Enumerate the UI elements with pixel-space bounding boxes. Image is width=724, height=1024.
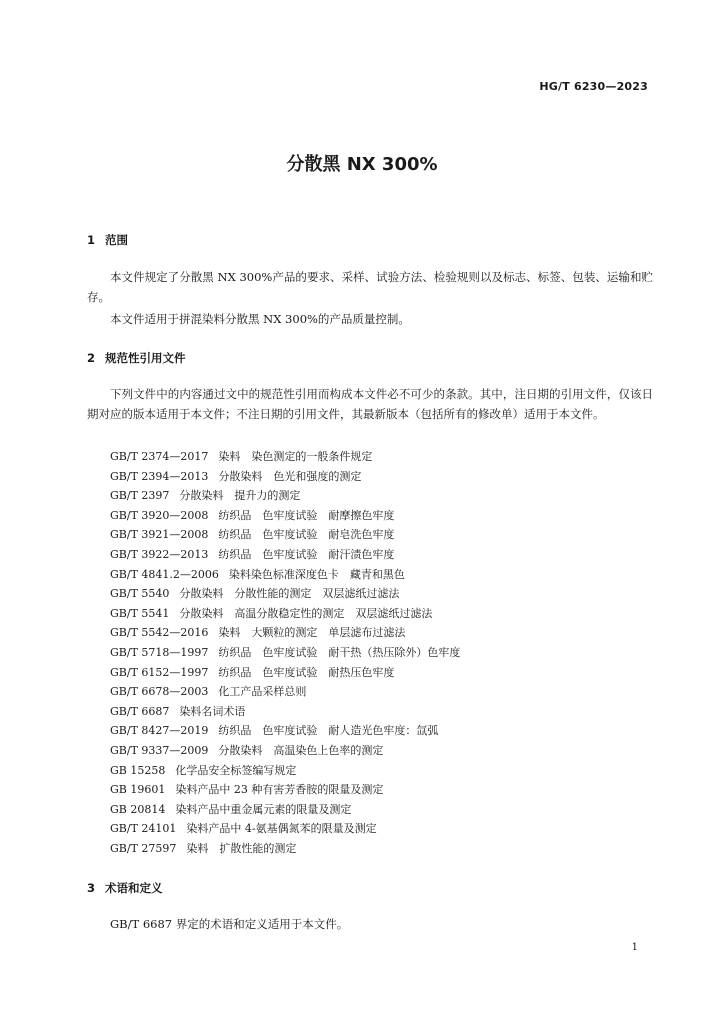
reference-item: [110, 565, 460, 585]
reference-title: 染料 大颗粒的测定 单层滤布过滤法: [218, 626, 406, 640]
reference-code: GB/T 5541: [110, 606, 170, 620]
section-1-heading: [87, 232, 128, 248]
terms-paragraph: GB/T 6687 界定的术语和定义适用于本文件。: [110, 917, 349, 931]
reference-item: [110, 545, 460, 565]
reference-code: GB 19601: [110, 783, 166, 797]
reference-code: GB 20814: [110, 802, 166, 816]
reference-title: 染料产品中 4-氨基偶氮苯的限量及测定: [186, 822, 377, 836]
reference-title: 染料名词术语: [179, 704, 246, 718]
reference-title: 纺织品 色牢度试验 耐人造光色牢度：氙弧: [218, 724, 439, 738]
section-title: 规范性引用文件: [105, 351, 186, 365]
page-number: 1: [631, 942, 638, 953]
document-title: 分散黑 NX 300%: [286, 154, 438, 175]
reference-title: 染料 扩散性能的测定: [186, 841, 297, 855]
reference-title: 分散染料 高温分散稳定性的测定 双层滤纸过滤法: [179, 606, 433, 620]
reference-title: 分散染料 色光和强度的测定: [218, 469, 362, 483]
reference-code: GB/T 3920—2008: [110, 508, 209, 522]
reference-item: [110, 702, 460, 722]
reference-item: [110, 839, 460, 859]
reference-item: [110, 467, 460, 487]
reference-item: [110, 584, 460, 604]
reference-item: [110, 623, 460, 643]
reference-code: GB/T 9337—2009: [110, 743, 209, 757]
reference-code: GB/T 3921—2008: [110, 528, 209, 542]
reference-item: [110, 682, 460, 702]
section-2-heading: [87, 350, 186, 366]
reference-code: GB/T 6687: [110, 704, 170, 718]
reference-title: 分散染料 分散性能的测定 双层滤纸过滤法: [179, 587, 400, 601]
section-title: 术语和定义: [105, 881, 163, 895]
reference-code: GB/T 27597: [110, 841, 177, 855]
normative-reference-list: [110, 447, 460, 858]
reference-title: 分散染料 提升力的测定: [179, 489, 301, 503]
reference-item: [110, 486, 460, 506]
section-3-heading: [87, 880, 163, 896]
reference-item: [110, 780, 460, 800]
reference-code: GB 15258: [110, 763, 166, 777]
reference-code: GB/T 8427—2019: [110, 724, 209, 738]
reference-title: 纺织品 色牢度试验 耐汗渍色牢度: [218, 547, 395, 561]
reference-title: 染料 染色测定的一般条件规定: [218, 450, 373, 463]
reference-code: GB/T 5718—1997: [110, 645, 209, 659]
reference-title: 化学品安全标签编写规定: [175, 763, 297, 777]
reference-item: [110, 819, 460, 839]
reference-item: [110, 447, 460, 467]
reference-code: GB/T 2374—2017: [110, 450, 209, 463]
reference-title: 纺织品 色牢度试验 耐摩擦色牢度: [218, 508, 395, 522]
reference-code: GB/T 2397: [110, 489, 170, 503]
scope-paragraph-1: 本文件规定了分散黑 NX 300%产品的要求、采样、试验方法、检验规则以及标志、标签、包装、运输和贮存。: [87, 270, 653, 304]
section-title: 范围: [105, 233, 128, 247]
reference-item: [110, 761, 460, 781]
reference-item: [110, 506, 460, 526]
reference-code: GB/T 24101: [110, 822, 177, 836]
reference-item: [110, 643, 460, 663]
reference-title: 纺织品 色牢度试验 耐热压色牢度: [218, 665, 395, 679]
reference-code: GB/T 5542—2016: [110, 626, 209, 640]
reference-code: GB/T 5540: [110, 587, 170, 601]
references-intro-paragraph: 下列文件中的内容通过文中的规范性引用而构成本文件必不可少的条款。其中，注日期的引用文件，仅该日期对应的版本适用于本文件；不注日期的引用文件，其最新版本（包括所有的修改单）适用于本文件。: [87, 387, 653, 421]
reference-title: 染料染色标准深度色卡 藏青和黑色: [228, 567, 405, 581]
reference-code: GB/T 4841.2—2006: [110, 567, 219, 581]
section-number: 1: [87, 233, 96, 247]
reference-item: [110, 741, 460, 761]
reference-title: 纺织品 色牢度试验 耐干热（热压除外）色牢度: [218, 645, 461, 659]
reference-code: GB/T 6152—1997: [110, 665, 209, 679]
reference-item: [110, 721, 460, 741]
section-number: 2: [87, 351, 96, 365]
reference-title: 纺织品 色牢度试验 耐皂洗色牢度: [218, 528, 395, 542]
scope-paragraph-2: 本文件适用于拼混染料分散黑 NX 300%的产品质量控制。: [110, 312, 410, 326]
section-number: 3: [87, 881, 96, 895]
reference-code: GB/T 3922—2013: [110, 547, 209, 561]
reference-title: 染料产品中 23 种有害芳香胺的限量及测定: [175, 783, 384, 797]
reference-title: 化工产品采样总则: [218, 685, 307, 699]
reference-item: [110, 604, 460, 624]
reference-code: GB/T 6678—2003: [110, 685, 209, 699]
reference-code: GB/T 2394—2013: [110, 469, 209, 483]
reference-title: 染料产品中重金属元素的限量及测定: [175, 802, 352, 816]
reference-item: [110, 525, 460, 545]
reference-item: [110, 800, 460, 820]
reference-item: [110, 663, 460, 683]
standard-code: HG/T 6230—2023: [539, 80, 648, 93]
reference-title: 分散染料 高温染色上色率的测定: [218, 743, 384, 757]
